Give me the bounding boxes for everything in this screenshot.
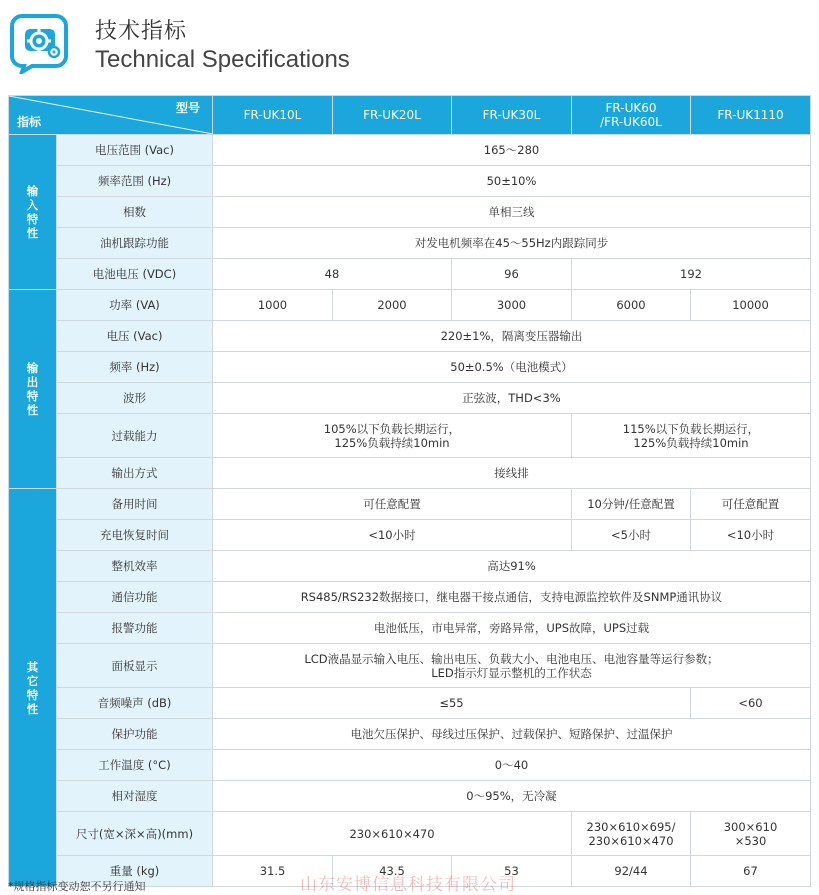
table-header <box>9 96 811 135</box>
row-label: 备用时间 <box>57 489 213 520</box>
row-label: 波形 <box>57 383 213 414</box>
table-row <box>9 166 811 197</box>
watermark: 山东安博信息科技有限公司 <box>300 875 516 895</box>
row-label: 电压范围 (Vac) <box>57 135 213 166</box>
table-row <box>9 688 811 719</box>
cell-value: 10000 <box>691 290 811 321</box>
model-header: FR-UK20L <box>333 96 452 135</box>
cell-value: 正弦波，THD<3% <box>213 383 811 414</box>
table-row <box>9 520 811 551</box>
row-label: 通信功能 <box>57 582 213 613</box>
row-label: 输出方式 <box>57 458 213 489</box>
row-label: 频率范围 (Hz) <box>57 166 213 197</box>
cell-value: 67 <box>691 856 811 887</box>
table-row <box>9 135 811 166</box>
footnote: *规格指标变动恕不另行通知 <box>8 880 146 893</box>
table-row <box>9 812 811 856</box>
row-label: 尺寸(宽×深×高)(mm) <box>57 812 213 856</box>
cell-value: <10小时 <box>691 520 811 551</box>
row-label: 油机跟踪功能 <box>57 228 213 259</box>
row-label: 相数 <box>57 197 213 228</box>
group-input: 输入特性 <box>9 135 57 290</box>
cell-value: 0～40 <box>213 750 811 781</box>
row-label: 工作温度 (°C) <box>57 750 213 781</box>
table-row <box>9 383 811 414</box>
model-header: FR-UK60 /FR-UK60L <box>572 96 691 135</box>
cell-value: 0～95%，无冷凝 <box>213 781 811 812</box>
row-label: 整机效率 <box>57 551 213 582</box>
cell-value: ≤55 <box>213 688 691 719</box>
row-label: 电池电压 (VDC) <box>57 259 213 290</box>
model-header: FR-UK10L <box>213 96 333 135</box>
corner-model-label: 型号 <box>175 101 200 115</box>
cell-value: 可任意配置 <box>691 489 811 520</box>
page-subtitle: Technical Specifications <box>95 46 350 73</box>
table-row <box>9 781 811 812</box>
cell-value: <60 <box>691 688 811 719</box>
page-title: 技术指标 <box>95 19 188 44</box>
cell-value: 高达91% <box>213 551 811 582</box>
table-row <box>9 750 811 781</box>
table-row <box>9 228 811 259</box>
table-row <box>9 290 811 321</box>
cell-value: 可任意配置 <box>213 489 572 520</box>
table-row <box>9 259 811 290</box>
row-label: 相对湿度 <box>57 781 213 812</box>
cell-value: <5小时 <box>572 520 691 551</box>
row-label: 重量 (kg) <box>57 856 213 887</box>
cell-value: RS485/RS232数据接口，继电器干接点通信，支持电源监控软件及SNMP通讯协议 <box>213 582 811 613</box>
table-row <box>9 551 811 582</box>
row-label: 电压 (Vac) <box>57 321 213 352</box>
cell-value: 192 <box>572 259 811 290</box>
cell-value: LCD液晶显示输入电压、输出电压、负载大小、电池电压、电池容量等运行参数； LED指示灯显示整机的工作状态 <box>213 644 811 688</box>
cell-value: 单相三线 <box>213 197 811 228</box>
row-label: 功率 (VA) <box>57 290 213 321</box>
cell-value: 43.5 <box>333 856 452 887</box>
corner-spec-label: 指标 <box>17 115 42 129</box>
header <box>0 0 819 92</box>
cell-value: 48 <box>213 259 452 290</box>
cell-value: 300×610 ×530 <box>691 812 811 856</box>
cell-value: 对发电机频率在45～55Hz内跟踪同步 <box>213 228 811 259</box>
row-label: 充电恢复时间 <box>57 520 213 551</box>
table-row <box>9 197 811 228</box>
cell-value: 6000 <box>572 290 691 321</box>
cell-value: 50±0.5%（电池模式） <box>213 352 811 383</box>
row-label: 保护功能 <box>57 719 213 750</box>
row-label: 面板显示 <box>57 644 213 688</box>
cell-value: 电池欠压保护、母线过压保护、过载保护、短路保护、过温保护 <box>213 719 811 750</box>
cell-value: 220±1%，隔离变压器输出 <box>213 321 811 352</box>
spec-table <box>8 95 811 887</box>
table-row <box>9 719 811 750</box>
row-label: 音频噪声 (dB) <box>57 688 213 719</box>
cell-value: 3000 <box>452 290 572 321</box>
table-row <box>9 352 811 383</box>
cell-value: 50±10% <box>213 166 811 197</box>
cell-value: 96 <box>452 259 572 290</box>
row-label: 报警功能 <box>57 613 213 644</box>
cell-value: 230×610×695/ 230×610×470 <box>572 812 691 856</box>
cell-value: 31.5 <box>213 856 333 887</box>
group-output: 输出特性 <box>9 290 57 489</box>
table-row <box>9 489 811 520</box>
table-row <box>9 321 811 352</box>
cell-value: 1000 <box>213 290 333 321</box>
cell-value: 电池低压，市电异常，旁路异常，UPS故障，UPS过载 <box>213 613 811 644</box>
table-row <box>9 414 811 458</box>
cell-value: 230×610×470 <box>213 812 572 856</box>
table-row <box>9 613 811 644</box>
cell-value: 92/44 <box>572 856 691 887</box>
table-row <box>9 582 811 613</box>
row-label: 频率 (Hz) <box>57 352 213 383</box>
cell-value: 105%以下负载长期运行， 125%负载持续10min <box>213 414 572 458</box>
cell-value: 10分钟/任意配置 <box>572 489 691 520</box>
cell-value: 115%以下负载长期运行， 125%负载持续10min <box>572 414 811 458</box>
cell-value: 165～280 <box>213 135 811 166</box>
model-header: FR-UK1110 <box>691 96 811 135</box>
group-other: 其它特性 <box>9 489 57 887</box>
cell-value: <10小时 <box>213 520 572 551</box>
model-header: FR-UK30L <box>452 96 572 135</box>
table-row <box>9 644 811 688</box>
row-label: 过载能力 <box>57 414 213 458</box>
cell-value: 接线排 <box>213 458 811 489</box>
table-row <box>9 458 811 489</box>
cell-value: 2000 <box>333 290 452 321</box>
cell-value: 53 <box>452 856 572 887</box>
gear-icon <box>8 12 70 74</box>
corner-cell <box>9 96 213 135</box>
